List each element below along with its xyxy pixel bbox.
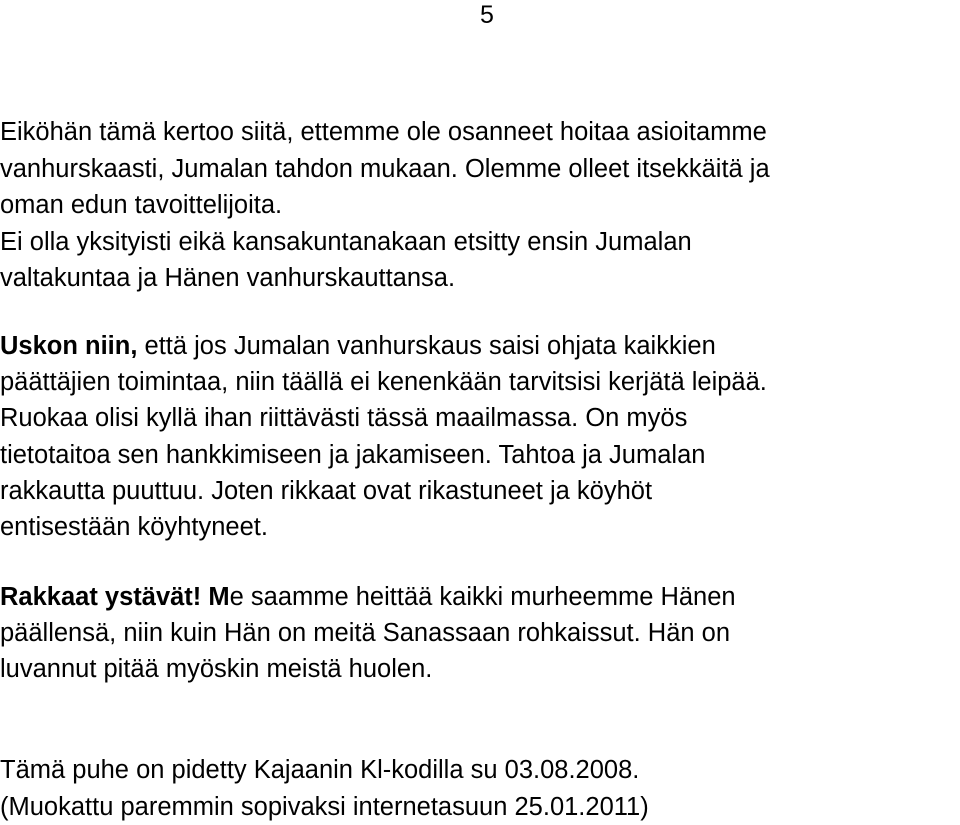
paragraph-3-first-line-rest: e saamme heittää kaikki murheemme Hänen [229,583,736,611]
paragraph-2 [0,328,960,545]
paragraph-3 [0,579,960,688]
paragraph-2-line: rakkautta puuttuu. Joten rikkaat ovat rikastuneet ja köyhöt [0,476,653,505]
paragraph-1-line: Eiköhän tämä kertoo siitä, ettemme ole osanneet hoitaa asioitamme [0,118,767,146]
footer-line-edit-info: (Muokattu paremmin sopivaksi internetasuun 25.01.2011) [0,792,649,821]
paragraph-2-line: tietotaitoa sen hankkimiseen ja jakamiseen. Tahtoa ja Jumalan [0,440,706,469]
paragraph-2-first-line-rest: että jos Jumalan vanhurskaus saisi ohjata kaikkien [137,332,716,360]
paragraph-3-line: luvannut pitää myöskin meistä huolen. [0,655,433,684]
paragraph-2-line: päättäjien toimintaa, niin täällä ei kenenkään tarvitsisi kerjätä leipää. [0,368,767,397]
paragraph-1-line: oman edun tavoittelijoita. [0,191,283,219]
paragraph-3-line: päällensä, niin kuin Hän on meitä Sanassaan rohkaissut. Hän on [0,619,731,648]
paragraph-3-first-line [0,579,960,615]
paragraph-1-line: valtakuntaa ja Hänen vanhurskauttansa. [0,264,456,292]
paragraph-3-bold-lead: Rakkaat ystävät! M [0,583,230,611]
paragraph-1-line: Ei olla yksityisti eikä kansakuntanakaan etsitty ensin Jumalan [0,227,692,256]
footer-note [0,752,960,825]
paragraph-1 [0,114,960,297]
paragraph-2-bold-lead: Uskon niin, [0,332,138,360]
page-number: 5 [480,1,494,29]
footer-line-speech-info: Tämä puhe on pidetty Kajaanin Kl-kodilla su 03.08.2008. [0,756,640,784]
paragraph-1-line: vanhurskaasti, Jumalan tahdon mukaan. Olemme olleet itsekkäitä ja [0,154,770,183]
paragraph-2-first-line [0,328,960,364]
paragraph-2-line: entisestään köyhtyneet. [0,513,268,542]
paragraph-2-line: Ruokaa olisi kyllä ihan riittävästi tässä maailmassa. On myös [0,404,688,433]
